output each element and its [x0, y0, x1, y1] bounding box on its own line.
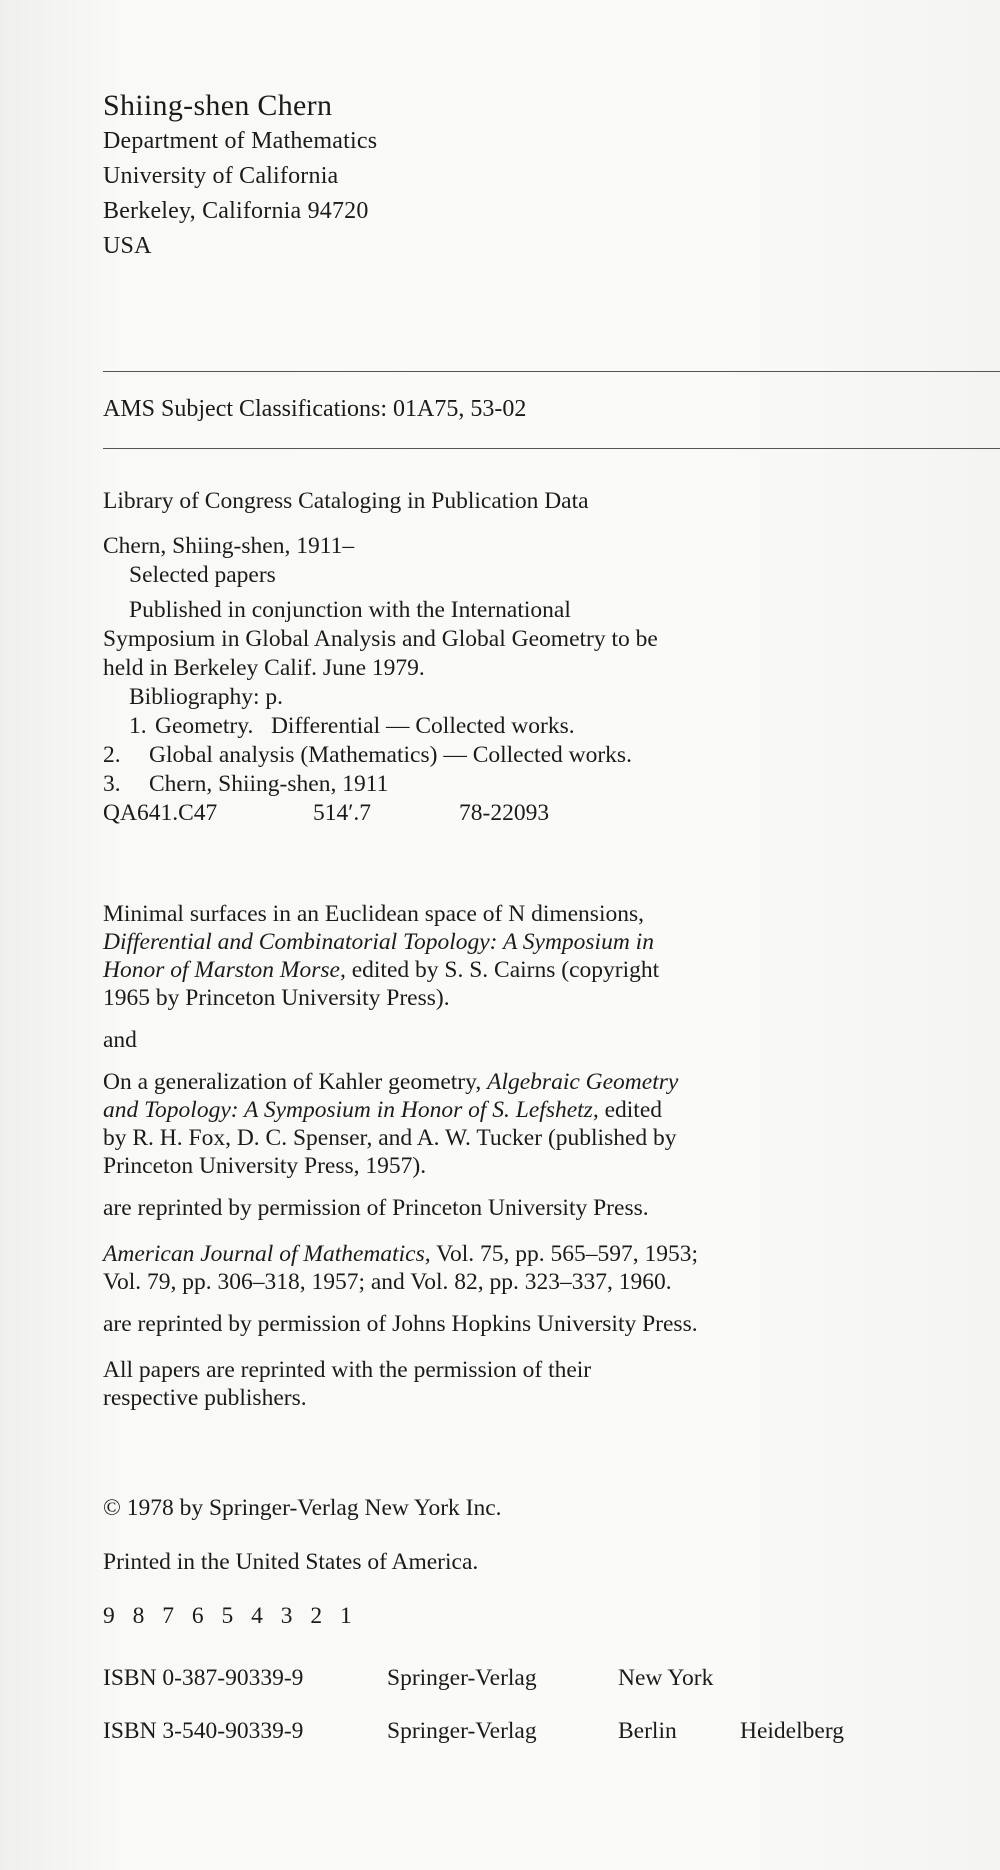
subject-number: 2. [103, 742, 121, 768]
credit-line: All papers are reprinted with the permission of their [103, 1357, 592, 1383]
journal-title: American Journal of Mathematics, [103, 1241, 431, 1267]
isbn-city: Heidelberg [740, 1718, 844, 1744]
book-title: Honor of Marston Morse, [103, 957, 346, 983]
address-line: Department of Mathematics [103, 128, 378, 154]
book-title: and Topology: A Symposium in Honor of S. Lefshetz, [103, 1097, 599, 1123]
dewey-number: 514′.7 [313, 800, 372, 826]
credit-line [103, 1068, 698, 1096]
subject-number: 3. [103, 771, 121, 797]
cip-heading: Library of Congress Cataloging in Publication Data [103, 488, 589, 514]
isbn-city: New York [618, 1665, 714, 1691]
cip-subject [103, 741, 658, 770]
copyright-block [103, 1494, 502, 1630]
isbn-publisher: Springer-Verlag [387, 1718, 537, 1744]
credit-line [103, 1240, 698, 1268]
cip-entry-author: Chern, Shiing-shen, 1911– [103, 533, 355, 559]
isbn-number: ISBN 3-540-90339-9 [103, 1718, 304, 1744]
credit-permission: are reprinted by permission of Johns Hopkins University Press. [103, 1311, 698, 1337]
address-line: University of California [103, 163, 339, 189]
cip-note-line: held in Berkeley Calif. June 1979. [103, 655, 425, 681]
printed-notice: Printed in the United States of America. [103, 1549, 479, 1575]
credit-line [103, 928, 698, 956]
credit-permission: are reprinted by permission of Princeton University Press. [103, 1195, 649, 1221]
subject-text: Global analysis (Mathematics) — Collected works. [149, 742, 632, 768]
author-name: Shiing-shen Chern [103, 89, 333, 122]
isbn-publisher: Springer-Verlag [387, 1665, 537, 1691]
credit-line [103, 1096, 698, 1124]
cip-subject [103, 770, 658, 799]
credit-and: and [103, 1027, 137, 1053]
address-line: Berkeley, California 94720 [103, 198, 369, 224]
ams-classification: AMS Subject Classifications: 01A75, 53-02 [103, 396, 527, 422]
credit-text: edited by S. S. Cairns (copyright [345, 957, 660, 983]
credit-line: by R. H. Fox, D. C. Spenser, and A. W. Tucker (published by [103, 1125, 677, 1151]
divider-top [103, 371, 1000, 372]
cataloging-data [103, 487, 658, 828]
credit-line: respective publishers. [103, 1385, 307, 1411]
book-title: Differential and Combinatorial Topology: A Symposium in [103, 929, 654, 955]
book-title: Algebraic Geometry [487, 1069, 679, 1095]
credit-line: Princeton University Press, 1957). [103, 1153, 427, 1179]
isbn-city: Berlin [618, 1718, 677, 1744]
credit-text: On a generalization of Kahler geometry, [103, 1069, 488, 1095]
printing-line: 9 8 7 6 5 4 3 2 1 [103, 1603, 358, 1629]
cip-note-line: Symposium in Global Analysis and Global Geometry to be [103, 626, 658, 652]
cip-note-line: Published in conjunction with the International [129, 597, 571, 623]
lccn-number: 78-22093 [459, 800, 550, 826]
credit-text: Vol. 75, pp. 565–597, 1953; [430, 1241, 699, 1267]
reprint-credits [103, 900, 698, 1412]
address-line: USA [103, 233, 152, 259]
credit-line: 1965 by Princeton University Press). [103, 985, 450, 1011]
subject-number: 1. [129, 713, 147, 739]
subject-text: Geometry. Differential — Collected works. [155, 713, 575, 739]
divider-bottom [103, 448, 1000, 449]
cip-entry-title: Selected papers [129, 562, 276, 588]
cip-call-numbers [103, 799, 658, 828]
isbn-number: ISBN 0-387-90339-9 [103, 1665, 304, 1691]
call-number: QA641.C47 [103, 800, 218, 826]
copyright-notice: © 1978 by Springer-Verlag New York Inc. [103, 1495, 502, 1521]
cip-subject [103, 712, 658, 741]
credit-text: edited [598, 1097, 662, 1123]
cip-bibliography: Bibliography: p. [129, 684, 284, 710]
author-block [103, 88, 377, 264]
subject-text: Chern, Shiing-shen, 1911 [149, 771, 389, 797]
credit-line: Minimal surfaces in an Euclidean space of N dimensions, [103, 901, 645, 927]
credit-line: Vol. 79, pp. 306–318, 1957; and Vol. 82, pp. 323–337, 1960. [103, 1269, 672, 1295]
credit-line [103, 956, 698, 984]
